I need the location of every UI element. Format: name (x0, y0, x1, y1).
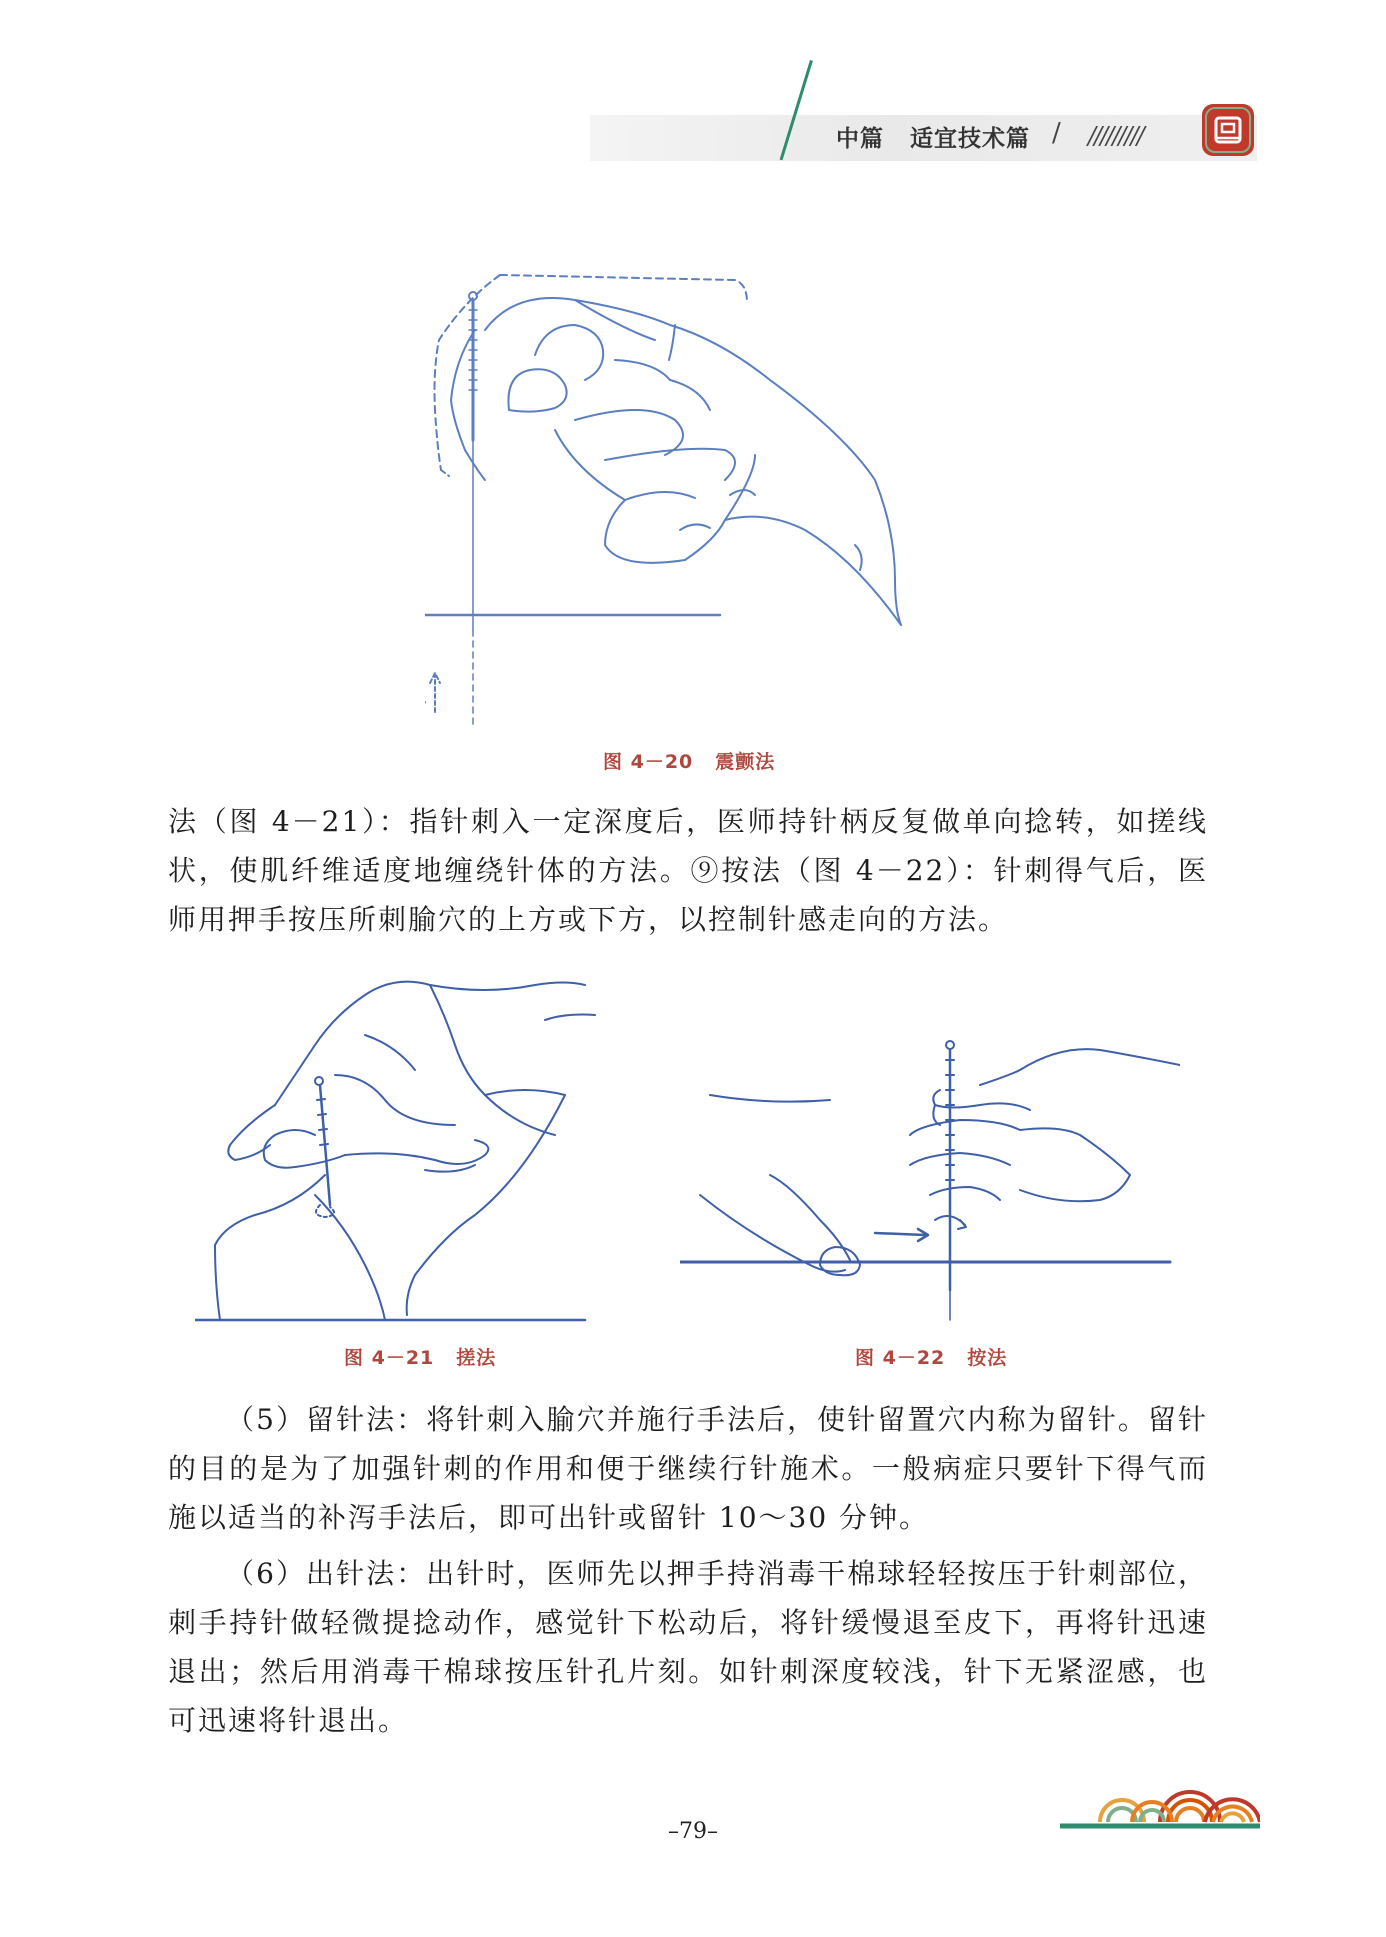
figure-4-21-title: 搓法 (456, 1347, 497, 1369)
figure-4-20-title: 震颤法 (715, 751, 776, 773)
page-number: –79– (668, 1819, 718, 1844)
figure-4-22-number: 图 4－22 (855, 1347, 946, 1369)
figure-4-22-title: 按法 (967, 1347, 1008, 1369)
header-chapter: 适宜技术篇 (910, 125, 1030, 152)
figure-4-22-illustration (680, 1025, 1180, 1325)
figure-4-21-illustration (195, 975, 625, 1325)
header-divider: / (1052, 118, 1061, 148)
figure-4-21-caption (344, 1343, 496, 1370)
body-paragraph-3: （6）出针法：出针时，医师先以押手持消毒干棉球轻轻按压于针刺部位，刺手持针做轻微提捻动作，感觉针下松动后，将针缓慢退至皮下，再将针迅速退出；然后用消毒干棉球按压针孔片刻。如针刺深度较浅，针下无紧涩感，也可迅速将针退出。 (168, 1557, 1208, 1737)
header-title (836, 120, 1030, 153)
figure-4-20-number: 图 4－20 (603, 751, 694, 773)
header-hatch: ///////// (1088, 122, 1143, 150)
figure-4-20-illustration (425, 270, 925, 730)
body-paragraph-2: （5）留针法：将针刺入腧穴并施行手法后，使针留置穴内称为留针。留针的目的是为了加强针刺的作用和便于继续行针施术。一般病症只要针下得气而施以适当的补泻手法后，即可出针或留针 10～30 分钟。 (168, 1403, 1208, 1534)
header-section: 中篇 (836, 125, 884, 152)
figure-4-21-number: 图 4－21 (344, 1347, 435, 1369)
footer-rainbow-decoration (1060, 1772, 1260, 1830)
figure-4-20-caption (603, 747, 775, 774)
body-paragraph-1: 法（图 4－21）：指针刺入一定深度后，医师持针柄反复做单向捻转，如搓线状，使肌纤维适度地缠绕针体的方法。⑨按法（图 4－22）：针刺得气后，医师用押手按压所刺腧穴的上方或下方，以控制针感走向的方法。 (168, 805, 1208, 936)
figure-4-22-caption (855, 1343, 1007, 1370)
seal-logo-icon (1200, 102, 1256, 158)
